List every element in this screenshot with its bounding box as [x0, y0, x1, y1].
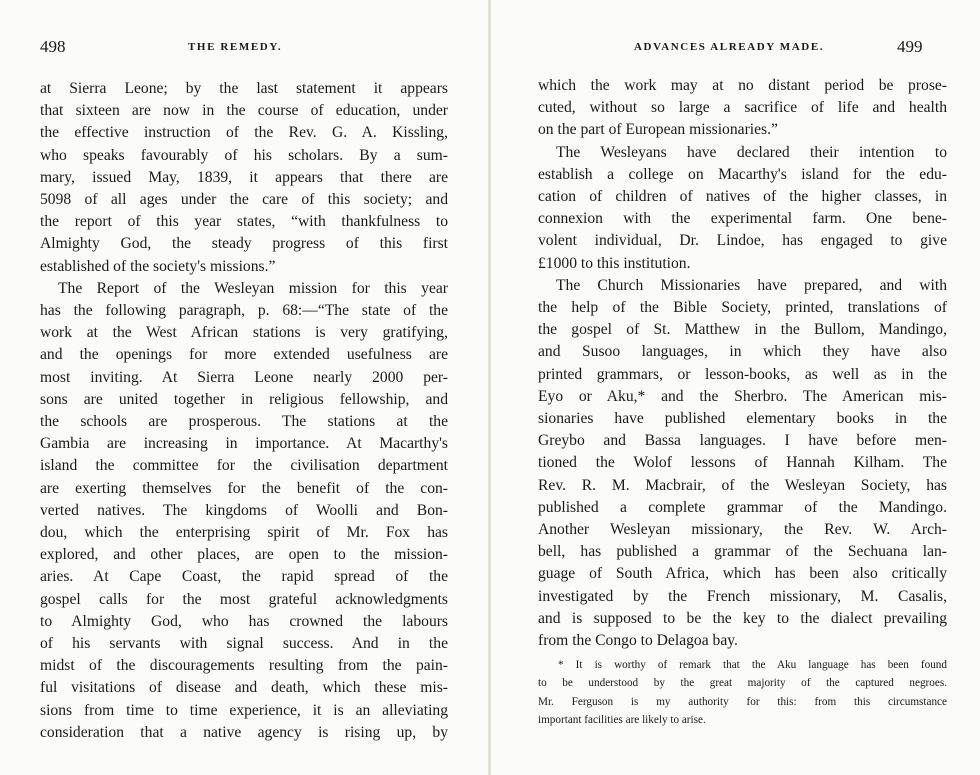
text-line: 5098 of all ages under the care of this society; and [40, 191, 448, 209]
text-line: connexion with the experimental farm. One bene- [538, 210, 947, 228]
text-line: printed grammars, or lesson-books, as well as in the [538, 365, 947, 383]
text-line: and Susoo languages, in which they have also [538, 343, 947, 361]
text-line: mary, issued May, 1839, it appears that there are [40, 168, 448, 186]
text-line: cation of children of natives of the higher classes, in [538, 188, 947, 206]
text-line: explored, and other places, are open to the mission- [40, 546, 448, 564]
text-line: the effective instruction of the Rev. G. A. Kissling, [40, 124, 448, 142]
text-line: the report of this year states, “with thankfulness to [40, 213, 448, 231]
text-line: established of the society's missions.” [40, 257, 276, 275]
text-line: which the work may at no distant period be prose- [538, 77, 947, 94]
text-line: midst of the discouragements resulting from the pain- [40, 657, 448, 675]
text-line: dou, which the enterprising spirit of Mr. Fox has [40, 524, 448, 542]
text-line: tioned the Wolof lessons of Hannah Kilham. The [538, 454, 947, 472]
text-line: has the following paragraph, p. 68:—“The state of the [40, 302, 448, 320]
text-line: island the committee for the civilisation department [40, 457, 448, 475]
text-line: Eyo or Aku,* and the Sherbro. The American mis- [538, 387, 947, 405]
text-line: aries. At Cape Coast, the rapid spread of the [40, 568, 448, 586]
text-line: who speaks favourably of his scholars. By a sum- [40, 146, 448, 164]
text-line: investigated by the French missionary, M. Casalis, [538, 587, 947, 605]
text-line: that sixteen are now in the course of education, under [40, 102, 448, 120]
text-line: establish a college on Macarthy's island for the edu- [538, 165, 947, 183]
footnote-line: * It is worthy of remark that the Aku language has been found [558, 659, 947, 671]
text-line: verted natives. The kingdoms of Woolli and Bon- [40, 501, 448, 519]
page-number: 498 [40, 37, 66, 56]
text-line: and is supposed to be the key to the dialect prevailing [538, 609, 947, 627]
text-line: from the Congo to Delagoa bay. [538, 632, 738, 650]
footnote-line: to be understood by the great majority of the captured negroes. [538, 677, 947, 690]
text-line: guage of South Africa, which has been also critically [538, 565, 947, 583]
footnote-line: important facilities are likely to arise. [538, 714, 706, 727]
running-head: THE REMEDY. [188, 41, 283, 53]
text-line: Another Wesleyan missionary, the Rev. W. Arch- [538, 521, 947, 539]
text-line: bell, has published a grammar of the Sechuana lan- [538, 543, 947, 561]
body-text [538, 75, 947, 652]
body-text [40, 78, 448, 744]
text-line: Almighty God, the steady progress of this first [40, 235, 448, 253]
text-line: cuted, without so large a sacrifice of life and health [538, 99, 947, 117]
text-line: Rev. R. M. Macbrair, of the Wesleyan Society, has [538, 476, 947, 494]
footnote [538, 656, 947, 730]
text-line: sons are united together in religious fellowship, and [40, 390, 448, 408]
text-line: and the openings for more extended usefulness are [40, 346, 448, 364]
text-line: the schools are prosperous. The stations at the [40, 413, 448, 431]
text-line: The Church Missionaries have prepared, and with [556, 276, 947, 294]
text-line: Greybo and Bassa languages. I have before men- [538, 432, 947, 450]
running-head: ADVANCES ALREADY MADE. [634, 41, 825, 53]
text-line: consideration that a native agency is rising up, by [40, 723, 448, 741]
text-line: Gambia are increasing in importance. At Macarthy's [40, 435, 448, 453]
text-line: the help of the Bible Society, printed, translations of [538, 299, 947, 317]
text-line: at Sierra Leone; by the last statement it appears [40, 80, 448, 97]
text-line: sionaries have published elementary books in the [538, 410, 947, 428]
text-line: on the part of European missionaries.” [538, 121, 778, 139]
text-line: work at the West African stations is very gratifying, [40, 324, 448, 342]
text-line: The Wesleyans have declared their intention to [556, 143, 947, 161]
text-line: £1000 to this institution. [538, 254, 691, 272]
text-line: gospel calls for the most grateful acknowledgments [40, 590, 448, 608]
text-line: The Report of the Wesleyan mission for this year [58, 279, 448, 297]
text-line: are exerting themselves for the benefit of the con- [40, 479, 448, 497]
text-line: ful visitations of disease and death, which these mis- [40, 679, 448, 697]
text-line: volent individual, Dr. Lindoe, has engaged to give [538, 232, 947, 250]
text-line: the gospel of St. Matthew in the Bullom, Mandingo, [538, 321, 947, 339]
text-line: published a complete grammar of the Mandingo. [538, 498, 947, 516]
page-number: 499 [897, 37, 923, 56]
footnote-line: Mr. Ferguson is my authority for this: from this circumstance [538, 695, 947, 708]
text-line: to Almighty God, who has crowned the labours [40, 612, 448, 630]
text-line: of his servants with signal success. And in the [40, 635, 448, 653]
right-page [490, 0, 980, 775]
text-line: sions from time to time experience, it is an alleviating [40, 701, 448, 719]
text-line: most inviting. At Sierra Leone nearly 2000 per- [40, 368, 448, 386]
